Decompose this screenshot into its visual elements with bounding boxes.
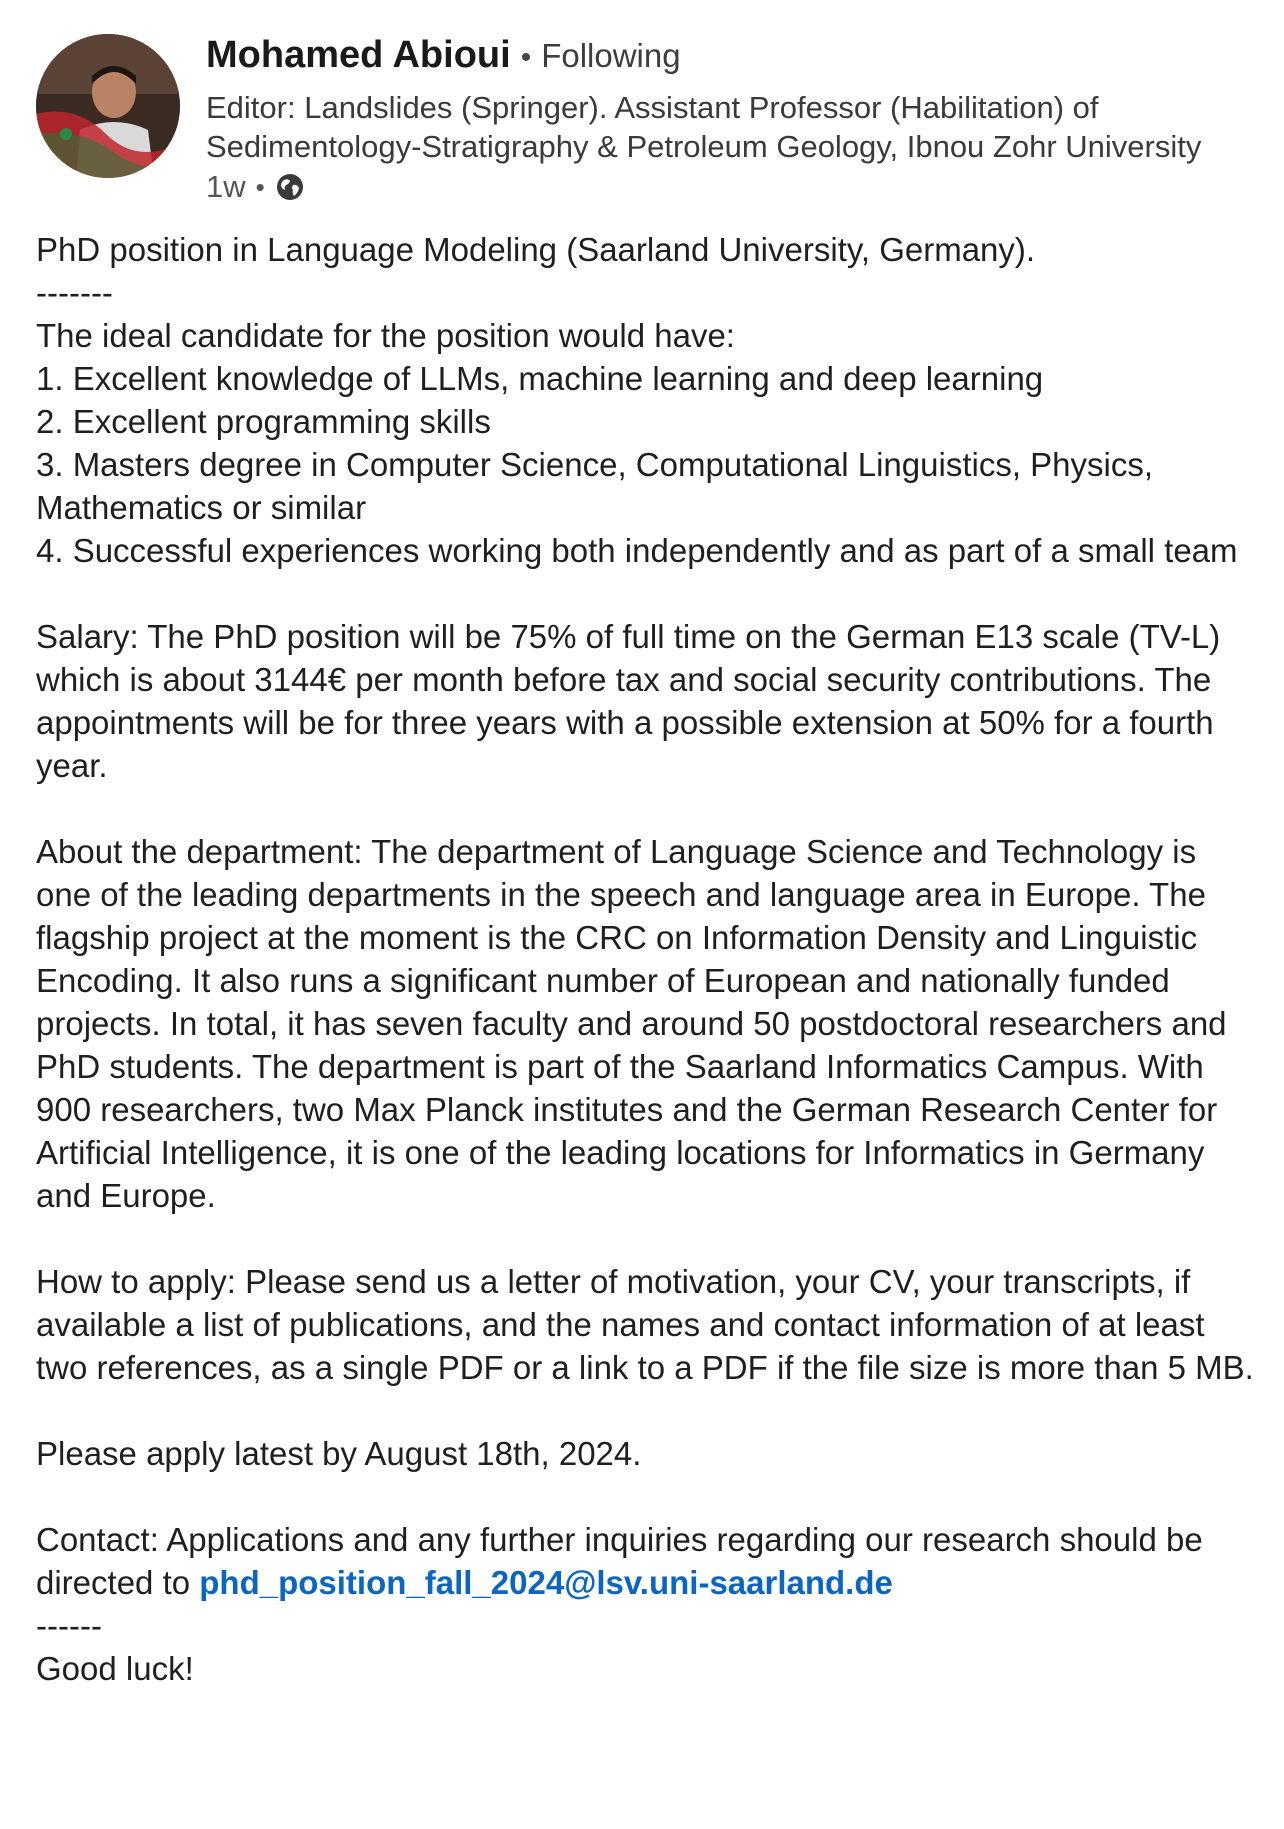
contact-email-link[interactable]: phd_position_fall_2024@lsv.uni-saarland.de: [199, 1564, 893, 1601]
ideal-candidate-intro: The ideal candidate for the position would have:: [36, 317, 735, 354]
follow-status[interactable]: Following: [541, 37, 681, 74]
name-row: [206, 34, 1256, 88]
requirement-item: 4. Successful experiences working both independently and as part of a small team: [36, 532, 1238, 569]
globe-icon: [275, 172, 305, 202]
salary-paragraph: Salary: The PhD position will be 75% of full time on the German E13 scale (TV-L) which is about 3144€ per month before tax and social security contributions. The appointments will be for three years with a possible extension at 50% for a fourth year.: [36, 618, 1230, 784]
author-block: [206, 34, 1256, 208]
author-name[interactable]: Mohamed Abioui: [206, 34, 511, 76]
spacer: [36, 572, 1256, 615]
author-headline: Editor: Landslides (Springer). Assistant Professor (Habilitation) of Sedimentology-Stratigraphy & Petroleum Geology, Ibnou Zohr University: [206, 90, 1202, 164]
department-paragraph: About the department: The department of Language Science and Technology is one of the leading departments in the speech and language area in Europe. The flagship project at the moment is the CRC on Information Density and Linguistic Encoding. It also runs a significant number of European and nationally funded projects. In total, it has seven faculty and around 50 postdoctoral researchers and PhD students. The department is part of the Saarland Informatics Campus. With 900 researchers, two Max Planck institutes and the German Research Center for Artificial Intelligence, it is one of the leading locations for Informatics in Germany and Europe.: [36, 833, 1236, 1214]
requirement-item: 1. Excellent knowledge of LLMs, machine learning and deep learning: [36, 360, 1044, 397]
requirement-item: 2. Excellent programming skills: [36, 403, 491, 440]
avatar[interactable]: [36, 34, 180, 178]
how-to-apply-paragraph: How to apply: Please send us a letter of motivation, your CV, your transcripts, if available a list of publications, and the names and contact information of at least two references, as a single PDF or a link to a PDF if the file size is more than 5 MB.: [36, 1263, 1254, 1386]
spacer: [36, 787, 1256, 830]
post-age: 1w: [206, 169, 246, 204]
post-title-line: PhD position in Language Modeling (Saarland University, Germany).: [36, 231, 1036, 268]
contact-text: Contact: Applications and any further inquiries regarding our research should be directed to: [36, 1521, 1212, 1601]
divider: -------: [36, 274, 113, 311]
spacer: [36, 1389, 1256, 1432]
closing-line: Good luck!: [36, 1650, 194, 1687]
avatar-photo: [36, 34, 180, 178]
post-header: [36, 34, 1256, 204]
post-meta: [206, 166, 1256, 208]
requirement-item: 3. Masters degree in Computer Science, Computational Linguistics, Physics, Mathematics or similar: [36, 446, 1163, 526]
spacer: [36, 1475, 1256, 1518]
separator-dot: •: [520, 41, 532, 74]
divider: ------: [36, 1607, 102, 1644]
spacer: [36, 1217, 1256, 1260]
post-body: [36, 228, 1256, 1690]
separator-dot: •: [255, 171, 265, 202]
contact-paragraph: [36, 1518, 1256, 1604]
deadline-paragraph: Please apply latest by August 18th, 2024.: [36, 1435, 642, 1472]
